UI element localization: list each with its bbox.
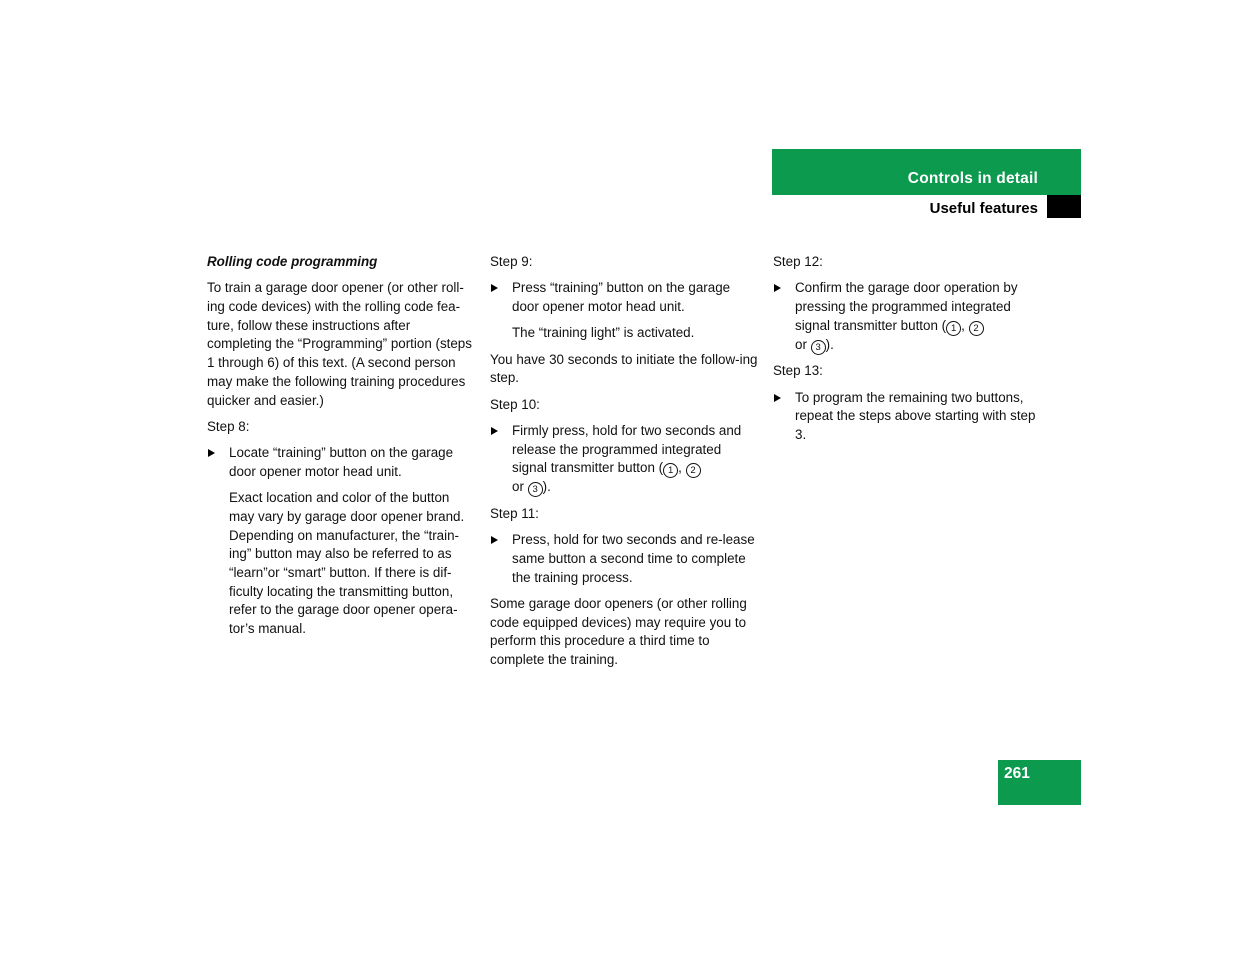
step-8-label: Step 8: — [207, 418, 250, 434]
step-12-text-b: or — [795, 336, 811, 352]
bullet-arrow-icon — [491, 427, 498, 435]
page-number: 261 — [1004, 765, 1030, 782]
button-3-icon: 3 — [811, 340, 826, 355]
button-1-icon: 1 — [663, 463, 678, 478]
subsection-marker — [1047, 195, 1081, 218]
step-11-instruction-text: Press, hold for two seconds and re-lease same button a second time to complete the training process. — [512, 532, 755, 585]
button-2-icon: 2 — [686, 463, 701, 478]
step-9-note: The “training light” is activated. — [512, 325, 695, 341]
step-10-instruction: Firmly press, hold for two seconds and release the programmed integrated signal transmitter button ( 1 , 2 or 3 ). — [490, 422, 758, 497]
button-1-icon: 1 — [946, 321, 961, 336]
subsection-title: Useful features — [929, 200, 1038, 217]
header-band — [772, 149, 1081, 195]
step-12-text-c: ). — [825, 336, 834, 352]
step-9-instruction-text: Press “training” button on the garage door opener motor head unit. — [512, 280, 731, 314]
step-11-instruction — [490, 531, 758, 587]
bullet-arrow-icon — [774, 394, 781, 402]
step-10-label: Step 10: — [490, 396, 540, 412]
column-1 — [207, 253, 475, 646]
subsection-band — [772, 195, 1047, 218]
bullet-arrow-icon — [491, 284, 498, 292]
bullet-arrow-icon — [208, 449, 215, 457]
step-13-label: Step 13: — [773, 363, 823, 379]
third-time-note: Some garage door openers (or other rolling code equipped devices) may require you to perform this procedure a third time to complete the training. — [490, 595, 747, 667]
step-9-label: Step 9: — [490, 254, 533, 269]
step-10-text-b: or — [512, 479, 528, 495]
page-number-box — [998, 760, 1081, 805]
step-11-label: Step 11: — [490, 505, 539, 521]
step-8-note: Exact location and color of the button may vary by garage door opener brand. Depending on manufacturer, the “train-ing” button may also be referred to as “learn”or “smart” button. If there is dif-ficulty locating the transmitting button, refer to the garage door opener opera-tor’s manual. — [229, 490, 465, 637]
column-2 — [490, 253, 758, 677]
step-13-instruction — [773, 389, 1041, 445]
step-12-label: Step 12: — [773, 254, 823, 269]
button-3-icon: 3 — [528, 482, 543, 497]
section-title: Controls in detail — [907, 170, 1038, 187]
step-8-instruction — [207, 444, 475, 481]
step-12-text-a: Confirm the garage door operation by pressing the programmed integrated signal transmitter button ( — [795, 280, 1018, 333]
step-8-instruction-text: Locate “training” button on the garage door opener motor head unit. — [229, 445, 454, 479]
step-9-instruction — [490, 279, 758, 316]
bullet-arrow-icon — [491, 536, 498, 544]
thirty-seconds-note: You have 30 seconds to initiate the follow-ing step. — [490, 351, 758, 386]
intro-paragraph: To train a garage door opener (or other roll-ing code devices) with the rolling code fea-ture, follow these instructions after completing the “Programming” portion (steps 1 through 6) of this text. (A second person may make the following training procedures quicker and easier.) — [207, 280, 472, 408]
bullet-arrow-icon — [774, 284, 781, 292]
step-10-text-a: Firmly press, hold for two seconds and release the programmed integrated signal transmitter button ( — [512, 422, 742, 476]
column-3 — [773, 253, 1041, 452]
section-heading: Rolling code programming — [207, 254, 378, 269]
button-2-icon: 2 — [969, 321, 984, 336]
step-10-text-c: ). — [542, 479, 551, 495]
step-12-instruction: Confirm the garage door operation by pressing the programmed integrated signal transmitter button ( 1 , 2 or 3 ). — [773, 279, 1041, 354]
step-13-instruction-text: To program the remaining two buttons, repeat the steps above starting with step 3. — [795, 389, 1036, 442]
